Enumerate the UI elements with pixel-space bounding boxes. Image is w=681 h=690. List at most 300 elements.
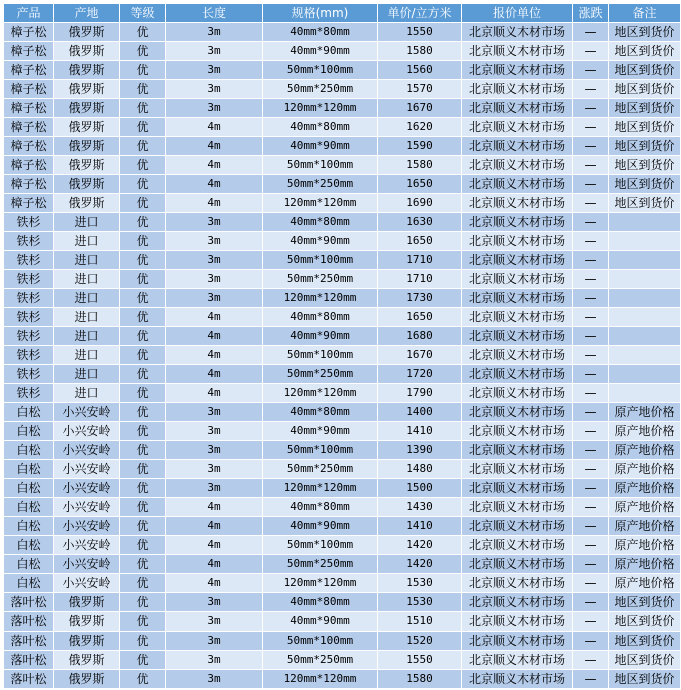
- note-cell: 地区到货价: [609, 175, 681, 194]
- note-cell: 原产地价格: [609, 517, 681, 536]
- product-cell: 白松: [4, 555, 54, 574]
- market-cell: 北京顺义木材市场: [462, 384, 573, 403]
- grade-cell: 优: [120, 517, 166, 536]
- product-cell: 铁杉: [4, 327, 54, 346]
- origin-cell: 进口: [54, 270, 120, 289]
- table-row: [4, 650, 681, 669]
- change-cell: —: [573, 593, 609, 612]
- spec-cell: 50mm*250mm: [263, 80, 378, 99]
- market-cell: 北京顺义木材市场: [462, 327, 573, 346]
- product-cell: 落叶松: [4, 631, 54, 650]
- market-cell: 北京顺义木材市场: [462, 593, 573, 612]
- note-cell: 地区到货价: [609, 631, 681, 650]
- market-cell: 北京顺义木材市场: [462, 346, 573, 365]
- note-cell: [609, 270, 681, 289]
- note-cell: [609, 365, 681, 384]
- product-cell: 樟子松: [4, 118, 54, 137]
- spec-cell: 40mm*90mm: [263, 517, 378, 536]
- origin-cell: 小兴安岭: [54, 517, 120, 536]
- length-cell: 4m: [166, 137, 263, 156]
- grade-cell: 优: [120, 80, 166, 99]
- spec-cell: 50mm*100mm: [263, 156, 378, 175]
- length-cell: 4m: [166, 536, 263, 555]
- spec-cell: 40mm*90mm: [263, 422, 378, 441]
- price-cell: 1480: [378, 460, 462, 479]
- product-cell: 白松: [4, 460, 54, 479]
- product-cell: 铁杉: [4, 365, 54, 384]
- note-cell: [609, 384, 681, 403]
- origin-cell: 俄罗斯: [54, 23, 120, 42]
- spec-cell: 50mm*250mm: [263, 270, 378, 289]
- grade-cell: 优: [120, 498, 166, 517]
- table-row: [4, 536, 681, 555]
- change-cell: —: [573, 346, 609, 365]
- origin-cell: 进口: [54, 308, 120, 327]
- grade-cell: 优: [120, 384, 166, 403]
- grade-cell: 优: [120, 270, 166, 289]
- spec-cell: 40mm*90mm: [263, 232, 378, 251]
- grade-cell: 优: [120, 175, 166, 194]
- note-cell: [609, 232, 681, 251]
- length-cell: 3m: [166, 650, 263, 669]
- market-cell: 北京顺义木材市场: [462, 289, 573, 308]
- product-cell: 樟子松: [4, 175, 54, 194]
- length-cell: 4m: [166, 365, 263, 384]
- product-cell: 白松: [4, 403, 54, 422]
- header-market: 报价单位: [462, 4, 573, 23]
- length-cell: 3m: [166, 612, 263, 631]
- product-cell: 铁杉: [4, 384, 54, 403]
- origin-cell: 俄罗斯: [54, 156, 120, 175]
- table-row: [4, 213, 681, 232]
- spec-cell: 40mm*90mm: [263, 327, 378, 346]
- price-cell: 1580: [378, 156, 462, 175]
- origin-cell: 俄罗斯: [54, 669, 120, 688]
- table-row: [4, 498, 681, 517]
- market-cell: 北京顺义木材市场: [462, 612, 573, 631]
- header-grade: 等级: [120, 4, 166, 23]
- grade-cell: 优: [120, 42, 166, 61]
- note-cell: 地区到货价: [609, 99, 681, 118]
- market-cell: 北京顺义木材市场: [462, 460, 573, 479]
- grade-cell: 优: [120, 669, 166, 688]
- origin-cell: 进口: [54, 365, 120, 384]
- note-cell: 原产地价格: [609, 479, 681, 498]
- origin-cell: 俄罗斯: [54, 42, 120, 61]
- market-cell: 北京顺义木材市场: [462, 365, 573, 384]
- origin-cell: 小兴安岭: [54, 422, 120, 441]
- length-cell: 3m: [166, 593, 263, 612]
- length-cell: 3m: [166, 289, 263, 308]
- origin-cell: 俄罗斯: [54, 61, 120, 80]
- product-cell: 铁杉: [4, 308, 54, 327]
- note-cell: [609, 346, 681, 365]
- change-cell: —: [573, 498, 609, 517]
- spec-cell: 50mm*250mm: [263, 175, 378, 194]
- origin-cell: 小兴安岭: [54, 555, 120, 574]
- header-spec: 规格(mm): [263, 4, 378, 23]
- table-row: [4, 517, 681, 536]
- product-cell: 樟子松: [4, 156, 54, 175]
- note-cell: 地区到货价: [609, 669, 681, 688]
- price-cell: 1650: [378, 175, 462, 194]
- change-cell: —: [573, 460, 609, 479]
- table-row: [4, 137, 681, 156]
- grade-cell: 优: [120, 137, 166, 156]
- grade-cell: 优: [120, 213, 166, 232]
- table-row: [4, 365, 681, 384]
- table-row: [4, 308, 681, 327]
- note-cell: 原产地价格: [609, 574, 681, 593]
- change-cell: —: [573, 422, 609, 441]
- change-cell: —: [573, 194, 609, 213]
- price-cell: 1650: [378, 232, 462, 251]
- product-cell: 樟子松: [4, 61, 54, 80]
- spec-cell: 120mm*120mm: [263, 289, 378, 308]
- market-cell: 北京顺义木材市场: [462, 213, 573, 232]
- price-cell: 1630: [378, 213, 462, 232]
- spec-cell: 40mm*80mm: [263, 308, 378, 327]
- product-cell: 铁杉: [4, 232, 54, 251]
- market-cell: 北京顺义木材市场: [462, 517, 573, 536]
- grade-cell: 优: [120, 327, 166, 346]
- header-note: 备注: [609, 4, 681, 23]
- spec-cell: 40mm*80mm: [263, 23, 378, 42]
- grade-cell: 优: [120, 441, 166, 460]
- origin-cell: 进口: [54, 327, 120, 346]
- grade-cell: 优: [120, 460, 166, 479]
- change-cell: —: [573, 555, 609, 574]
- length-cell: 3m: [166, 61, 263, 80]
- note-cell: 原产地价格: [609, 536, 681, 555]
- table-row: [4, 61, 681, 80]
- product-cell: 樟子松: [4, 99, 54, 118]
- table-row: [4, 270, 681, 289]
- origin-cell: 俄罗斯: [54, 612, 120, 631]
- price-cell: 1430: [378, 498, 462, 517]
- spec-cell: 40mm*90mm: [263, 137, 378, 156]
- spec-cell: 120mm*120mm: [263, 479, 378, 498]
- table-row: [4, 327, 681, 346]
- table-row: [4, 42, 681, 61]
- change-cell: —: [573, 23, 609, 42]
- change-cell: —: [573, 289, 609, 308]
- note-cell: 地区到货价: [609, 42, 681, 61]
- grade-cell: 优: [120, 99, 166, 118]
- price-cell: 1510: [378, 612, 462, 631]
- change-cell: —: [573, 308, 609, 327]
- spec-cell: 50mm*250mm: [263, 460, 378, 479]
- change-cell: —: [573, 650, 609, 669]
- change-cell: —: [573, 517, 609, 536]
- table-row: [4, 232, 681, 251]
- table-row: [4, 346, 681, 365]
- origin-cell: 俄罗斯: [54, 593, 120, 612]
- table-row: [4, 384, 681, 403]
- note-cell: 原产地价格: [609, 422, 681, 441]
- header-row: [4, 4, 681, 23]
- table-row: [4, 574, 681, 593]
- product-cell: 樟子松: [4, 80, 54, 99]
- product-cell: 铁杉: [4, 251, 54, 270]
- grade-cell: 优: [120, 61, 166, 80]
- table-row: [4, 422, 681, 441]
- spec-cell: 120mm*120mm: [263, 194, 378, 213]
- market-cell: 北京顺义木材市场: [462, 441, 573, 460]
- note-cell: [609, 308, 681, 327]
- price-cell: 1620: [378, 118, 462, 137]
- spec-cell: 40mm*80mm: [263, 498, 378, 517]
- note-cell: 地区到货价: [609, 61, 681, 80]
- table-row: [4, 479, 681, 498]
- market-cell: 北京顺义木材市场: [462, 99, 573, 118]
- price-cell: 1390: [378, 441, 462, 460]
- product-cell: 樟子松: [4, 137, 54, 156]
- origin-cell: 进口: [54, 232, 120, 251]
- market-cell: 北京顺义木材市场: [462, 251, 573, 270]
- origin-cell: 小兴安岭: [54, 574, 120, 593]
- note-cell: 地区到货价: [609, 80, 681, 99]
- origin-cell: 俄罗斯: [54, 631, 120, 650]
- grade-cell: 优: [120, 555, 166, 574]
- grade-cell: 优: [120, 403, 166, 422]
- note-cell: 地区到货价: [609, 650, 681, 669]
- table-row: [4, 441, 681, 460]
- origin-cell: 进口: [54, 251, 120, 270]
- price-cell: 1550: [378, 23, 462, 42]
- product-cell: 落叶松: [4, 612, 54, 631]
- origin-cell: 俄罗斯: [54, 194, 120, 213]
- change-cell: —: [573, 327, 609, 346]
- product-cell: 落叶松: [4, 669, 54, 688]
- origin-cell: 小兴安岭: [54, 403, 120, 422]
- price-cell: 1420: [378, 555, 462, 574]
- length-cell: 4m: [166, 346, 263, 365]
- note-cell: [609, 289, 681, 308]
- change-cell: —: [573, 156, 609, 175]
- spec-cell: 40mm*90mm: [263, 42, 378, 61]
- length-cell: 4m: [166, 118, 263, 137]
- length-cell: 4m: [166, 156, 263, 175]
- note-cell: 地区到货价: [609, 137, 681, 156]
- spec-cell: 50mm*250mm: [263, 555, 378, 574]
- table-row: [4, 118, 681, 137]
- market-cell: 北京顺义木材市场: [462, 118, 573, 137]
- table-row: [4, 175, 681, 194]
- product-cell: 樟子松: [4, 23, 54, 42]
- price-cell: 1410: [378, 422, 462, 441]
- price-cell: 1680: [378, 327, 462, 346]
- change-cell: —: [573, 574, 609, 593]
- grade-cell: 优: [120, 289, 166, 308]
- grade-cell: 优: [120, 346, 166, 365]
- note-cell: 原产地价格: [609, 555, 681, 574]
- origin-cell: 进口: [54, 346, 120, 365]
- price-cell: 1670: [378, 99, 462, 118]
- change-cell: —: [573, 80, 609, 99]
- product-cell: 白松: [4, 498, 54, 517]
- change-cell: —: [573, 213, 609, 232]
- length-cell: 3m: [166, 232, 263, 251]
- header-origin: 产地: [54, 4, 120, 23]
- price-cell: 1410: [378, 517, 462, 536]
- price-cell: 1670: [378, 346, 462, 365]
- change-cell: —: [573, 61, 609, 80]
- product-cell: 白松: [4, 536, 54, 555]
- price-cell: 1720: [378, 365, 462, 384]
- length-cell: 3m: [166, 23, 263, 42]
- market-cell: 北京顺义木材市场: [462, 156, 573, 175]
- length-cell: 3m: [166, 80, 263, 99]
- spec-cell: 120mm*120mm: [263, 669, 378, 688]
- change-cell: —: [573, 669, 609, 688]
- grade-cell: 优: [120, 365, 166, 384]
- grade-cell: 优: [120, 536, 166, 555]
- note-cell: 地区到货价: [609, 23, 681, 42]
- spec-cell: 40mm*80mm: [263, 118, 378, 137]
- length-cell: 4m: [166, 175, 263, 194]
- length-cell: 3m: [166, 460, 263, 479]
- spec-cell: 40mm*80mm: [263, 213, 378, 232]
- grade-cell: 优: [120, 23, 166, 42]
- change-cell: —: [573, 175, 609, 194]
- table-row: [4, 156, 681, 175]
- change-cell: —: [573, 479, 609, 498]
- spec-cell: 40mm*80mm: [263, 403, 378, 422]
- price-cell: 1650: [378, 308, 462, 327]
- grade-cell: 优: [120, 156, 166, 175]
- market-cell: 北京顺义木材市场: [462, 270, 573, 289]
- header-length: 长度: [166, 4, 263, 23]
- length-cell: 4m: [166, 308, 263, 327]
- table-row: [4, 23, 681, 42]
- note-cell: 地区到货价: [609, 194, 681, 213]
- note-cell: 原产地价格: [609, 498, 681, 517]
- change-cell: —: [573, 99, 609, 118]
- grade-cell: 优: [120, 194, 166, 213]
- table-row: [4, 555, 681, 574]
- table-row: [4, 669, 681, 688]
- length-cell: 3m: [166, 422, 263, 441]
- length-cell: 4m: [166, 194, 263, 213]
- spec-cell: 50mm*100mm: [263, 61, 378, 80]
- price-cell: 1580: [378, 669, 462, 688]
- price-cell: 1400: [378, 403, 462, 422]
- origin-cell: 小兴安岭: [54, 479, 120, 498]
- product-cell: 白松: [4, 422, 54, 441]
- market-cell: 北京顺义木材市场: [462, 669, 573, 688]
- origin-cell: 小兴安岭: [54, 460, 120, 479]
- price-cell: 1730: [378, 289, 462, 308]
- origin-cell: 俄罗斯: [54, 650, 120, 669]
- price-cell: 1570: [378, 80, 462, 99]
- grade-cell: 优: [120, 593, 166, 612]
- length-cell: 3m: [166, 42, 263, 61]
- grade-cell: 优: [120, 574, 166, 593]
- market-cell: 北京顺义木材市场: [462, 23, 573, 42]
- table-row: [4, 194, 681, 213]
- product-cell: 铁杉: [4, 213, 54, 232]
- spec-cell: 40mm*80mm: [263, 593, 378, 612]
- length-cell: 3m: [166, 479, 263, 498]
- change-cell: —: [573, 384, 609, 403]
- origin-cell: 进口: [54, 384, 120, 403]
- market-cell: 北京顺义木材市场: [462, 80, 573, 99]
- product-cell: 落叶松: [4, 650, 54, 669]
- price-cell: 1530: [378, 593, 462, 612]
- spec-cell: 50mm*100mm: [263, 536, 378, 555]
- table-row: [4, 99, 681, 118]
- table-row: [4, 251, 681, 270]
- length-cell: 3m: [166, 669, 263, 688]
- length-cell: 3m: [166, 441, 263, 460]
- market-cell: 北京顺义木材市场: [462, 574, 573, 593]
- header-change: 涨跌: [573, 4, 609, 23]
- length-cell: 3m: [166, 251, 263, 270]
- grade-cell: 优: [120, 650, 166, 669]
- spec-cell: 120mm*120mm: [263, 384, 378, 403]
- price-cell: 1530: [378, 574, 462, 593]
- market-cell: 北京顺义木材市场: [462, 498, 573, 517]
- length-cell: 3m: [166, 99, 263, 118]
- market-cell: 北京顺义木材市场: [462, 536, 573, 555]
- table-row: [4, 612, 681, 631]
- note-cell: [609, 327, 681, 346]
- price-cell: 1580: [378, 42, 462, 61]
- price-cell: 1560: [378, 61, 462, 80]
- grade-cell: 优: [120, 631, 166, 650]
- grade-cell: 优: [120, 308, 166, 327]
- origin-cell: 俄罗斯: [54, 137, 120, 156]
- note-cell: [609, 213, 681, 232]
- price-table: [3, 3, 681, 689]
- table-body: [4, 23, 681, 689]
- product-cell: 樟子松: [4, 42, 54, 61]
- grade-cell: 优: [120, 251, 166, 270]
- market-cell: 北京顺义木材市场: [462, 61, 573, 80]
- spec-cell: 50mm*100mm: [263, 251, 378, 270]
- change-cell: —: [573, 631, 609, 650]
- table-row: [4, 289, 681, 308]
- change-cell: —: [573, 612, 609, 631]
- change-cell: —: [573, 270, 609, 289]
- product-cell: 铁杉: [4, 346, 54, 365]
- length-cell: 4m: [166, 555, 263, 574]
- note-cell: 地区到货价: [609, 118, 681, 137]
- market-cell: 北京顺义木材市场: [462, 308, 573, 327]
- change-cell: —: [573, 137, 609, 156]
- product-cell: 白松: [4, 574, 54, 593]
- length-cell: 4m: [166, 574, 263, 593]
- market-cell: 北京顺义木材市场: [462, 631, 573, 650]
- origin-cell: 俄罗斯: [54, 80, 120, 99]
- origin-cell: 小兴安岭: [54, 536, 120, 555]
- header-price: 单价/立方米: [378, 4, 462, 23]
- change-cell: —: [573, 232, 609, 251]
- price-cell: 1790: [378, 384, 462, 403]
- product-cell: 白松: [4, 479, 54, 498]
- table-row: [4, 403, 681, 422]
- grade-cell: 优: [120, 232, 166, 251]
- spec-cell: 50mm*100mm: [263, 346, 378, 365]
- product-cell: 落叶松: [4, 593, 54, 612]
- market-cell: 北京顺义木材市场: [462, 175, 573, 194]
- market-cell: 北京顺义木材市场: [462, 422, 573, 441]
- length-cell: 4m: [166, 384, 263, 403]
- spec-cell: 40mm*90mm: [263, 612, 378, 631]
- length-cell: 3m: [166, 270, 263, 289]
- grade-cell: 优: [120, 479, 166, 498]
